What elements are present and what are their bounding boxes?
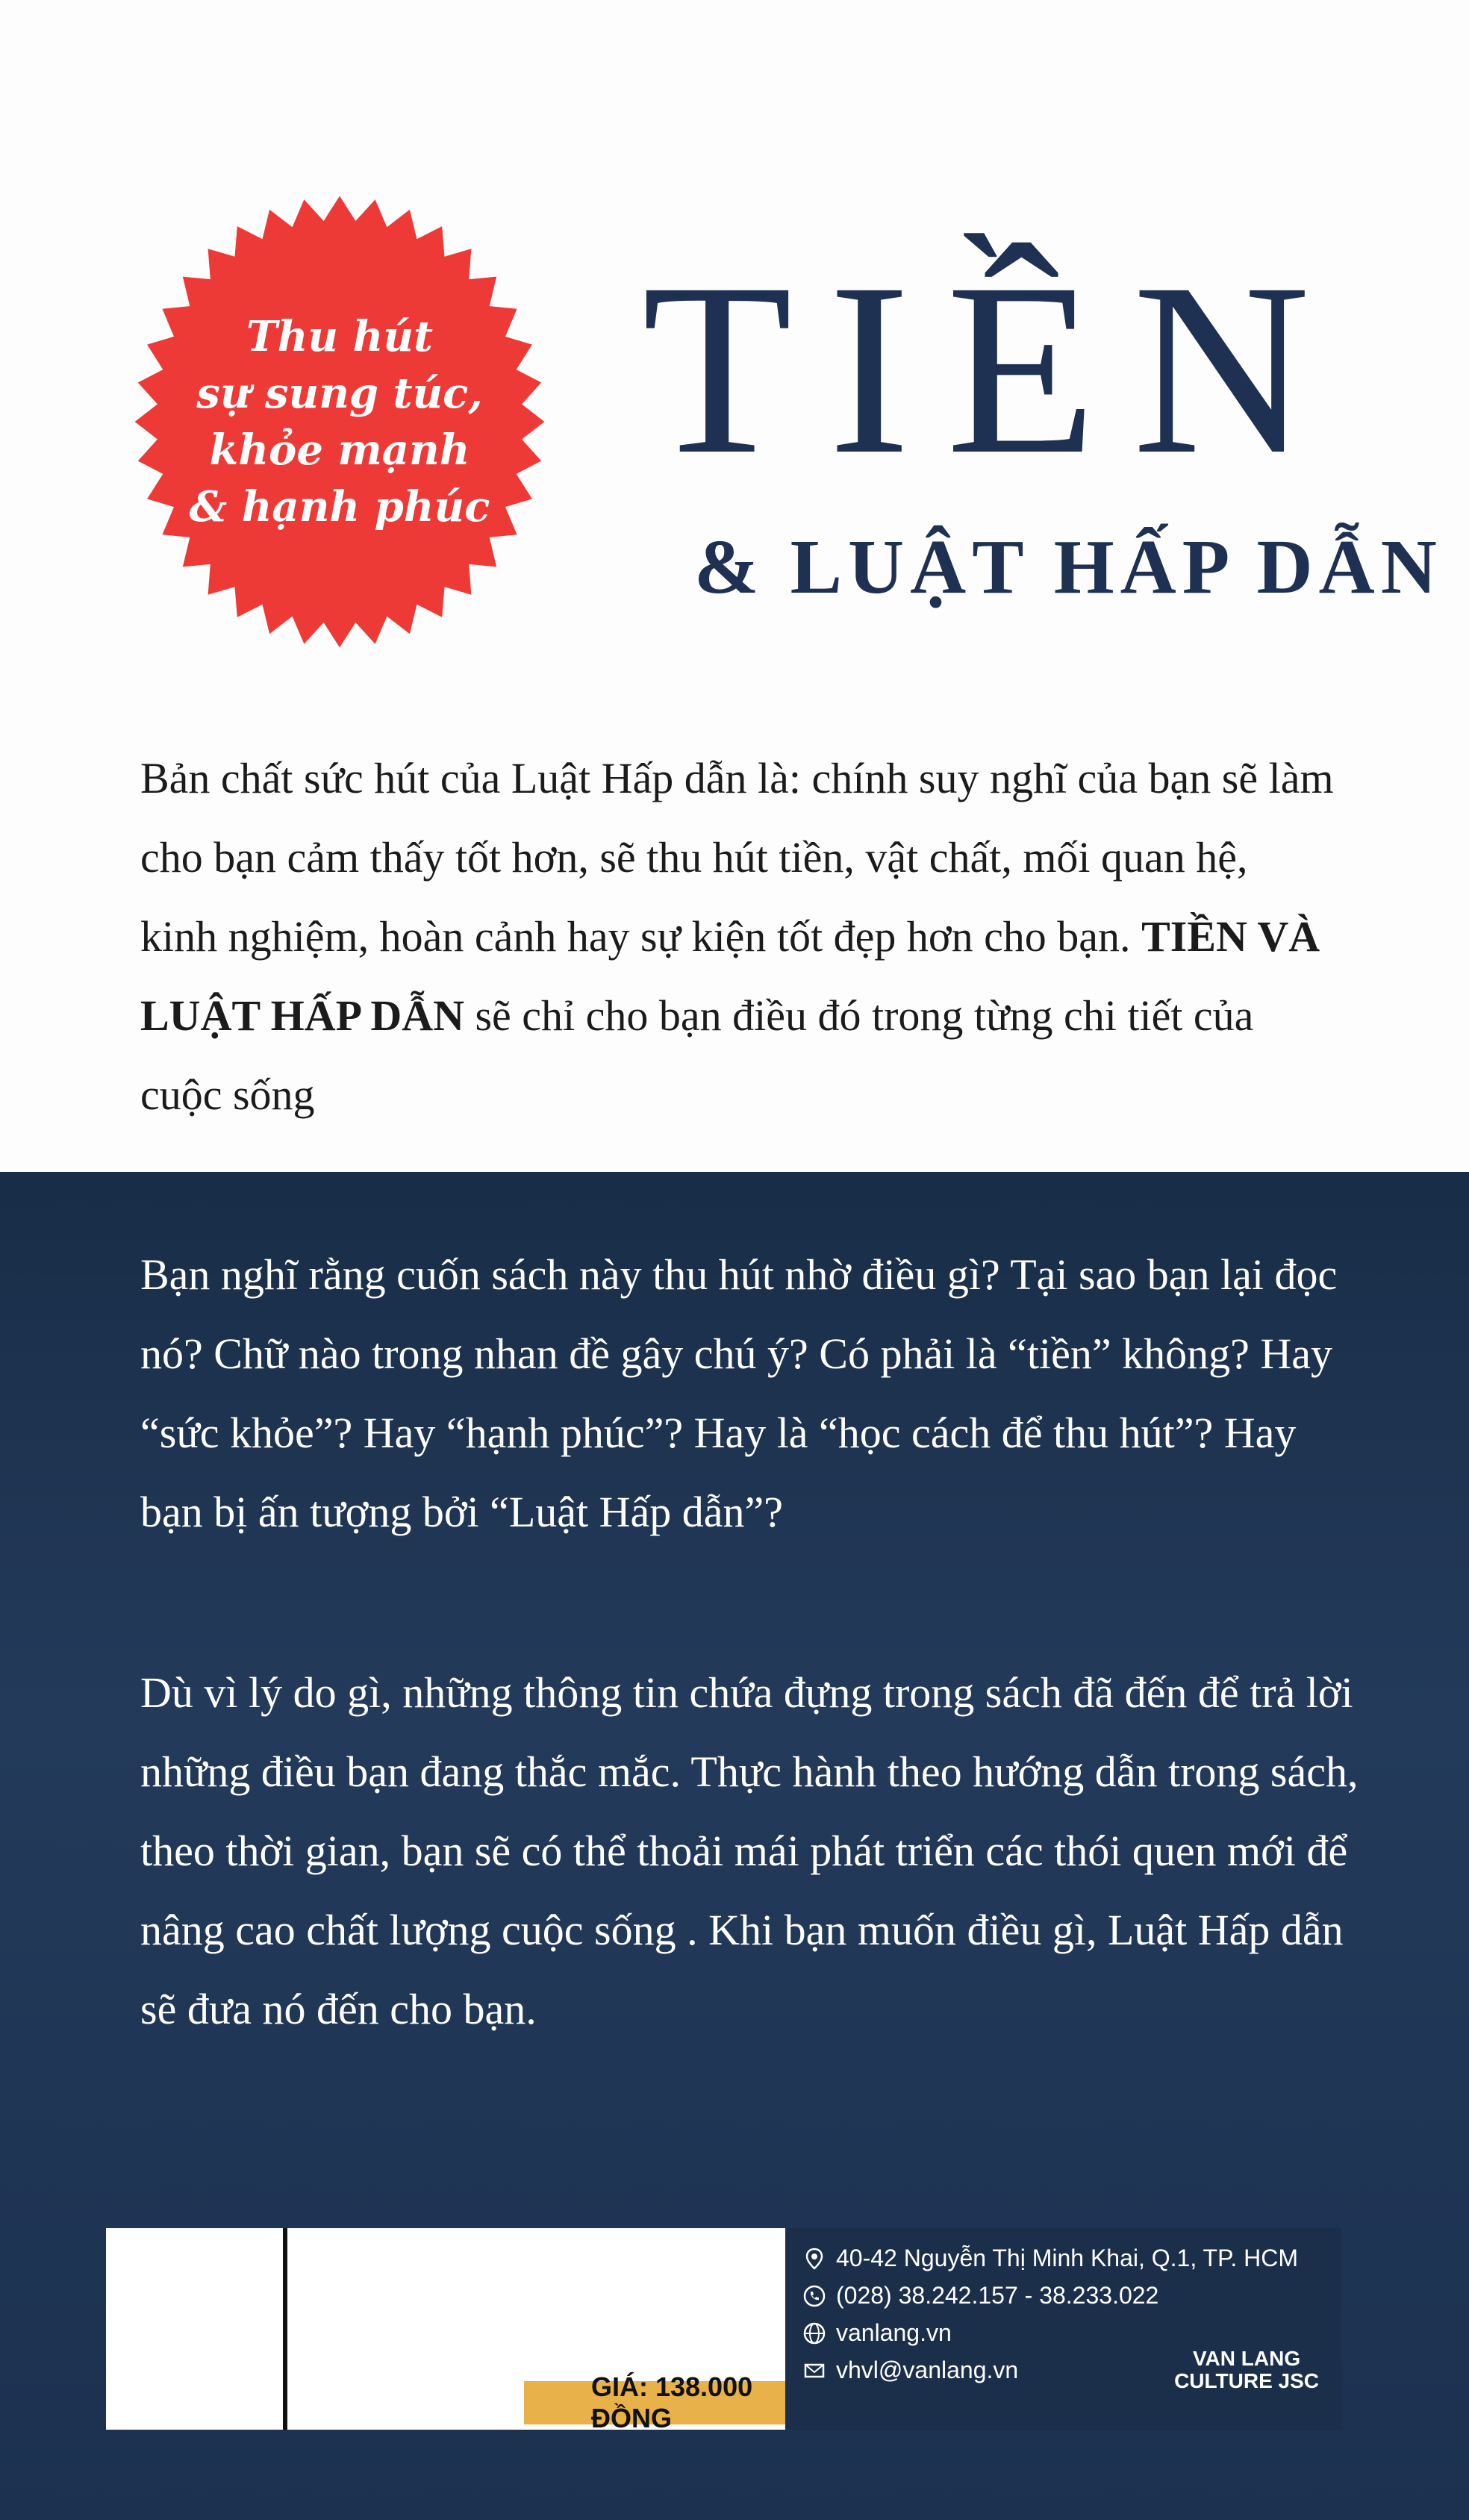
barcode-area (106, 2228, 785, 2433)
mail-icon (803, 2360, 826, 2382)
address-row (803, 2245, 1298, 2272)
footer-box (106, 2228, 1341, 2433)
publisher-info (785, 2228, 1341, 2430)
book-subtitle: & LUẬT HẤP DẪN (694, 524, 1443, 610)
promo-badge (127, 190, 552, 653)
email-row (803, 2357, 1018, 2384)
publisher-logo (1174, 2348, 1319, 2392)
website-text[interactable]: vanlang.vn (836, 2319, 952, 2346)
email-text[interactable]: vhvl@vanlang.vn (836, 2357, 1019, 2383)
badge-text (127, 190, 552, 653)
website-row (803, 2319, 952, 2347)
intro-paragraph (140, 739, 1335, 1135)
badge-line-1: Thu hút (246, 312, 433, 361)
badge-line-4: & hạnh phúc (189, 482, 490, 531)
location-pin-icon (803, 2248, 826, 2270)
book-title: TIỀN (642, 233, 1347, 505)
phone-icon (803, 2285, 826, 2307)
intro-bold-title: TIỀN VÀ LUẬT HẤP DẪN (140, 912, 1320, 1040)
phone-row (803, 2282, 1158, 2310)
price-label: GIÁ: 138.000 ĐỒNG (524, 2381, 785, 2424)
divider-line (283, 2228, 287, 2430)
publisher-company: CULTURE JSC (1174, 2369, 1319, 2392)
intro-text-2: sẽ chỉ cho bạn điều đó trong từng chi tiết của cuộc sống (140, 991, 1254, 1119)
intro-text-1: Bản chất sức hút của Luật Hấp dẫn là: chính suy nghĩ của bạn sẽ làm cho bạn cảm thấy tốt hơn, sẽ thu hút tiền, vật chất, mối quan hệ, kinh nghiệm, hoàn cảnh hay sự kiện tốt đẹp hơn cho bạn. (140, 754, 1334, 961)
phone-text: (028) 38.242.157 - 38.233.022 (836, 2282, 1159, 2309)
publisher-name: VAN LANG (1192, 2347, 1301, 2370)
top-section (0, 0, 1469, 1172)
body-paragraph-1: Bạn nghĩ rằng cuốn sách này thu hút nhờ điều gì? Tại sao bạn lại đọc nó? Chữ nào trong nhan đề gây chú ý? Có phải là “tiền” không? Hay “sức khỏe”? Hay “hạnh phúc”? Hay là “học cách để thu hút”? Hay bạn bị ấn tượng bởi “Luật Hấp dẫn”? (140, 1250, 1338, 1536)
body-paragraph-2: Dù vì lý do gì, những thông tin chứa đựng trong sách đã đến để trả lời những điều bạn đang thắc mắc. Thực hành theo hướng dẫn trong sách, theo thời gian, bạn sẽ có thể thoải mái phát triển các thói quen mới để nâng cao chất lượng cuộc sống . Khi bạn muốn điều gì, Luật Hấp dẫn sẽ đưa nó đến cho bạn. (140, 1668, 1359, 2033)
badge-line-2: sự sung túc, (196, 369, 483, 418)
address-text: 40-42 Nguyễn Thị Minh Khai, Q.1, TP. HCM (836, 2245, 1298, 2271)
badge-line-3: khỏe mạnh (209, 425, 470, 475)
globe-icon (803, 2322, 826, 2345)
